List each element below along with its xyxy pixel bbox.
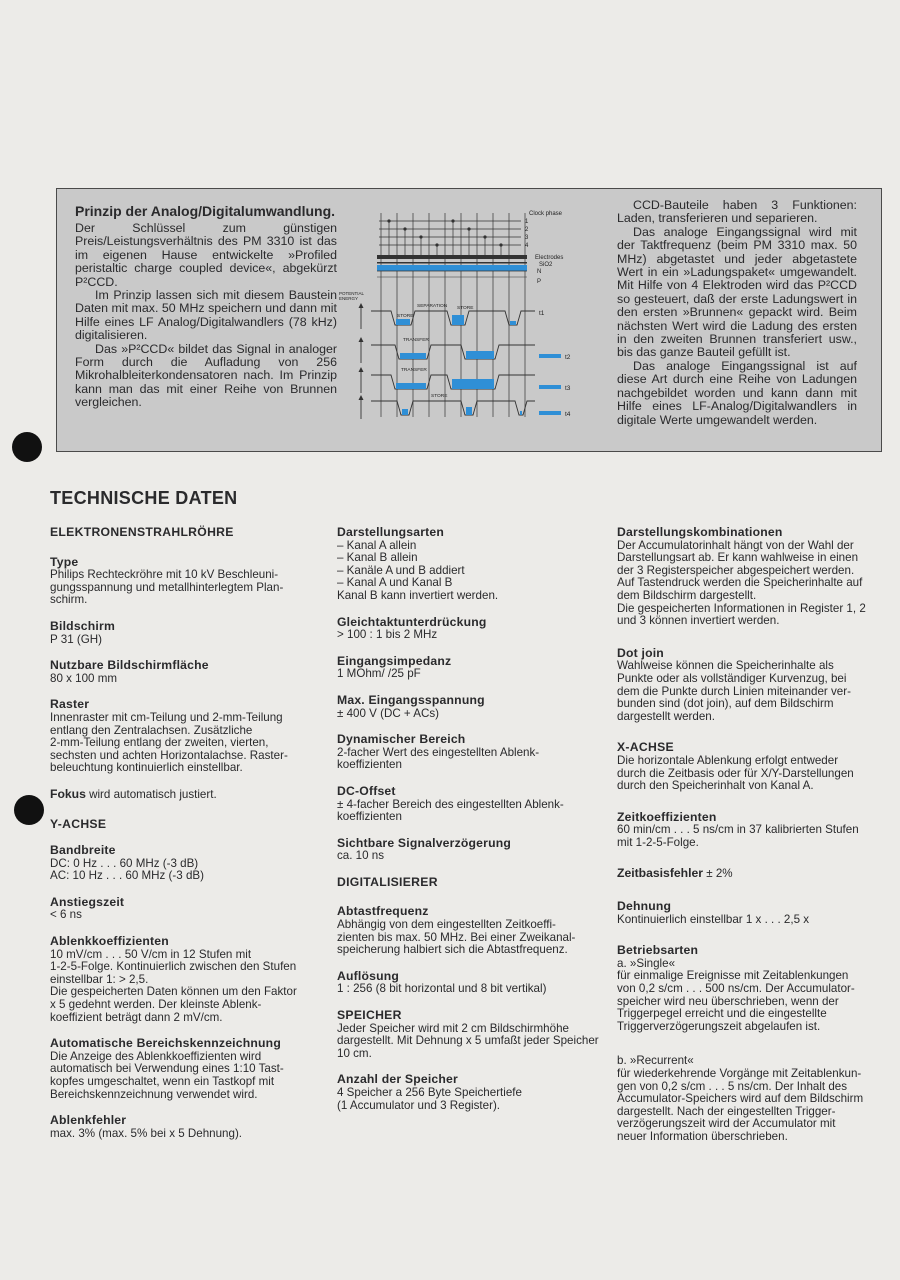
spec-column-2 xyxy=(337,526,609,1125)
spec-text: sechsten und achten Horizontalachse. Raster- xyxy=(50,748,288,762)
phase-number: 3 xyxy=(525,235,529,241)
spec-text: speicherung halbiert sich die Abtastfrequenz. xyxy=(337,943,568,957)
infobox-title: Prinzip der Analog/Digitalumwandlung. xyxy=(75,203,336,219)
spec-text: Kanal B kann invertiert werden. xyxy=(337,588,499,602)
spec-text: Bereichskennzeichnung verwendet wird. xyxy=(50,1087,258,1101)
phase-number: 4 xyxy=(525,243,529,249)
principle-infobox xyxy=(56,188,882,452)
spec-text: 60 min/cm . . . 5 ns/cm in 37 kalibrierten Stufen xyxy=(617,823,859,837)
spec-heading: Bandbreite xyxy=(50,843,116,858)
section-heading: X-ACHSE xyxy=(617,740,674,755)
store-label: STORE xyxy=(431,394,448,399)
p-label: P xyxy=(537,279,542,285)
infobox-paragraph: Im Prinzip lassen sich mit diesem Baustein Daten mit max. 50 MHz speichern und dann mit Hilfe eines LF Analog/Digitalwandlers (78 kHz) digitalisieren. xyxy=(75,288,337,343)
spec-text: entlang den Zentralachsen. Zusätzliche xyxy=(50,723,253,737)
spec-heading: Type xyxy=(50,554,79,569)
spec-text: und 3 können invertiert werden. xyxy=(617,614,780,628)
spec-text: dem die Punkte durch Linien miteinander ver- xyxy=(617,684,851,698)
spec-heading: Raster xyxy=(50,697,90,712)
spec-heading: Sichtbare Signalverzögerung xyxy=(337,835,512,850)
spec-heading: Anzahl der Speicher xyxy=(337,1072,458,1087)
spec-text: DC: 0 Hz . . . 60 MHz (-3 dB) xyxy=(50,856,199,870)
spec-text: dem Bildschirm dargestellt. xyxy=(617,588,757,602)
energy-label: ENERGY xyxy=(339,296,359,301)
spec-text: x 5 gedehnt werden. Der kleinste Ablenk- xyxy=(50,998,262,1012)
t1-label: t1 xyxy=(539,310,545,317)
spec-text: 2-mm-Teilung entlang der zweiten, vierten, xyxy=(50,736,269,750)
spec-heading: Dot join xyxy=(617,645,664,660)
spec-text: von 0,2 s/cm . . . 500 ns/cm. Der Accumulator- xyxy=(617,982,855,996)
sio2-label: SiO2 xyxy=(539,262,553,268)
spec-heading: Anstiegszeit xyxy=(50,894,125,909)
spec-text: dargestellt. Mit Dehnung x 5 umfaßt jeder Speicher xyxy=(337,1034,599,1048)
transfer-label: TRANSFER xyxy=(403,338,429,343)
spec-text: Punkte oder als vollständiger Kurvenzug, bei xyxy=(617,671,847,685)
spec-text: automatisch bei Verwendung eines 1:10 Tast- xyxy=(50,1062,284,1076)
spec-text: bunden sind (dot join), auf dem Bildschirm xyxy=(617,697,834,711)
infobox-paragraph: Das analoge Eingangssignal ist auf diese Art durch eine Reihe von Ladungen nachgebildet worden und kann dann mit Hilfe eines LF-Analog/Digitalwandlers in digitale Werte umgewandelt werden. xyxy=(617,358,857,427)
spec-heading: Abtastfrequenz xyxy=(337,904,429,919)
t4-label: t4 xyxy=(565,411,571,418)
spec-text: beleuchtung kontinuierlich einstellbar. xyxy=(50,761,243,775)
section-heading: DIGITALISIERER xyxy=(337,874,438,889)
infobox-paragraph: Das analoge Eingangssignal wird mit der Taktfrequenz (beim PM 3310 max. 50 MHz) abgetastet und jeder abgetastete Wert in ein »Ladungspaket« umgewandelt. Mit Hilfe von 4 Elektroden wird das P²CCD so gesteuert, daß der erste Ladungswert in den ersten »Brunnen« gepackt wird. Beim nächsten Wert wird die Ladung des ersten in den zweiten Brunnen transferiert usw., bis das ganze Bauteil gefüllt ist. xyxy=(617,224,857,360)
spec-heading: Auflösung xyxy=(337,968,400,983)
potential-label: POTENTIAL xyxy=(339,291,365,296)
store-label: STORE xyxy=(397,314,414,319)
clock-phase-label: Clock phase xyxy=(529,211,563,217)
spec-heading: Bildschirm xyxy=(50,618,115,633)
spec-text: Die Anzeige des Ablenkkoeffizienten wird xyxy=(50,1049,262,1063)
spec-text: wird automatisch justiert. xyxy=(85,787,217,801)
spec-text: der 3 Registerspeicher abgespeichert werden. xyxy=(617,563,855,577)
spec-text: Abhängig von dem eingestellten Zeitkoeffi- xyxy=(337,918,556,932)
spec-text: einstellbar 1: > 2,5. xyxy=(50,972,149,986)
spec-text: > 100 : 1 bis 2 MHz xyxy=(337,628,438,642)
spec-text: 1-2-5-Folge. Kontinuierlich zwischen den Stufen xyxy=(50,960,297,974)
store-label: STORE xyxy=(457,306,474,311)
spec-text: für einmalige Ereignisse mit Zeitablenkungen xyxy=(617,969,849,983)
spec-heading: Dehnung xyxy=(617,899,672,914)
spec-text: koeffizienten xyxy=(337,758,402,772)
spec-text: durch die Zeitbasis oder für X/Y-Darstellungen xyxy=(617,766,854,780)
spec-text: kopfes umgeschaltet, wenn ein Tastkopf mit xyxy=(50,1075,275,1088)
spec-text: dargestellt werden. xyxy=(617,709,715,723)
spec-text: 10 mV/cm . . . 50 V/cm in 12 Stufen mit xyxy=(50,947,252,961)
spec-text: – Kanal A allein xyxy=(337,538,417,552)
spec-heading: DC-Offset xyxy=(337,783,396,798)
spec-text: – Kanal A und Kanal B xyxy=(337,576,453,590)
spec-text: Der Accumulatorinhalt hängt von der Wahl der xyxy=(617,538,854,552)
spec-text: zienten bis max. 50 MHz. Bei einer Zweikanal- xyxy=(337,930,576,944)
transfer-label: TRANSFER xyxy=(401,368,427,373)
spec-text: 4 Speicher a 256 Byte Speichertiefe xyxy=(337,1086,522,1099)
section-heading: ELEKTRONENSTRAHLRÖHRE xyxy=(50,525,234,539)
section-heading: SPEICHER xyxy=(337,1008,402,1023)
spec-text: 2-facher Wert des eingestellten Ablenk- xyxy=(337,745,540,759)
punch-hole-top xyxy=(12,432,42,462)
spec-text: 1 : 256 (8 bit horizontal und 8 bit vertikal) xyxy=(337,982,547,996)
spec-text: durch den Speicherinhalt von Kanal A. xyxy=(617,779,814,793)
spec-text: gen von 0,2 s/cm . . . 5 ns/cm. Der Inhalt des xyxy=(617,1079,848,1093)
spec-heading: Dynamischer Bereich xyxy=(337,732,466,747)
spec-text: 1 MOhm/ /25 pF xyxy=(337,667,421,681)
spec-text: < 6 ns xyxy=(50,908,82,922)
spec-text: Die gespeicherten Daten können um den Faktor xyxy=(50,985,297,999)
phase-number: 1 xyxy=(525,219,529,225)
spec-heading: Zeitbasisfehler xyxy=(617,866,704,881)
spec-text: Philips Rechteckröhre mit 10 kV Beschleuni- xyxy=(50,568,279,582)
spec-text: P 31 (GH) xyxy=(50,632,102,646)
infobox-right-text xyxy=(617,199,857,427)
spec-text: Accumulator-Speichers wird auf dem Bildschirm xyxy=(617,1092,864,1106)
spec-text: Triggerpegel erreicht und die eingestellte xyxy=(617,1007,827,1021)
spec-text: Wahlweise können die Speicherinhalte als xyxy=(617,659,834,673)
infobox-paragraph: CCD-Bauteile haben 3 Funktionen: Laden, transferieren und separieren. xyxy=(617,198,857,226)
spec-text: speicher wird neu überschrieben, wenn der xyxy=(617,994,839,1008)
infobox-left-text xyxy=(75,203,337,410)
spec-text: Auf Tastendruck werden die Speicherinhalte auf xyxy=(617,576,863,590)
spec-text: gungsspannung und metallhinterlegtem Plan- xyxy=(50,580,284,594)
section-heading: Y-ACHSE xyxy=(50,816,107,831)
spec-heading: Ablenkfehler xyxy=(50,1113,127,1128)
spec-text: mit 1-2-5-Folge. xyxy=(617,835,699,849)
spec-text: (1 Accumulator und 3 Register). xyxy=(337,1098,501,1112)
spec-text: neuer Information überschrieben. xyxy=(617,1129,788,1143)
n-label: N xyxy=(537,269,542,275)
spec-text: koeffizienten xyxy=(337,810,402,824)
spec-text: Die gespeicherten Informationen in Register 1, 2 xyxy=(617,601,866,615)
spec-column-1 xyxy=(50,526,322,1153)
spec-column-3 xyxy=(617,526,887,1157)
spec-text: koeffizient beträgt dann 2 mV/cm. xyxy=(50,1010,223,1024)
spec-text: Innenraster mit cm-Teilung und 2-mm-Teilung xyxy=(50,710,283,724)
t2-label: t2 xyxy=(565,354,571,361)
spec-text: 10 cm. xyxy=(337,1046,372,1060)
spec-text: Jeder Speicher wird mit 2 cm Bildschirmhöhe xyxy=(337,1021,569,1035)
separation-label: SEPARATION xyxy=(417,304,448,309)
spec-text: verzögerungszeit wird der Accumulator mit xyxy=(617,1117,836,1131)
spec-text: AC: 10 Hz . . . 60 MHz (-3 dB) xyxy=(50,869,204,883)
t3-label: t3 xyxy=(565,385,571,392)
spec-text: b. »Recurrent« xyxy=(617,1054,694,1068)
spec-heading: Nutzbare Bildschirmfläche xyxy=(50,658,209,673)
phase-number: 2 xyxy=(525,227,529,233)
punch-hole-bottom xyxy=(14,795,44,825)
spec-heading: Darstellungsarten xyxy=(337,525,445,539)
spec-text: 80 x 100 mm xyxy=(50,671,118,685)
spec-heading: Max. Eingangsspannung xyxy=(337,692,485,707)
spec-text: für wiederkehrende Vorgänge mit Zeitablenkun- xyxy=(617,1067,862,1080)
infobox-paragraph: Der Schlüssel zum günstigen Preis/Leistungsverhältnis des PM 3310 ist das im eigenen Hause entwickelte »Profiled peristaltic charge coupled device«, abgekürzt P²CCD. xyxy=(75,221,337,289)
spec-text: – Kanäle A und B addiert xyxy=(337,563,465,577)
spec-heading: Gleichtaktunterdrückung xyxy=(337,614,487,629)
spec-text: Kontinuierlich einstellbar 1 x . . . 2,5 x xyxy=(617,912,810,926)
spec-heading: Betriebsarten xyxy=(617,943,699,958)
spec-heading: Darstellungskombinationen xyxy=(617,525,783,539)
spec-text: Die horizontale Ablenkung erfolgt entweder xyxy=(617,753,839,767)
spec-text: max. 3% (max. 5% bei x 5 Dehnung). xyxy=(50,1126,243,1140)
ccd-diagram xyxy=(339,207,611,429)
spec-text: ± 2% xyxy=(703,867,733,881)
spec-heading: Eingangsimpedanz xyxy=(337,653,452,668)
spec-heading: Ablenkkoeffizienten xyxy=(50,934,169,949)
page-title: TECHNISCHE DATEN xyxy=(50,488,238,508)
spec-text: – Kanal B allein xyxy=(337,551,418,565)
spec-heading: Fokus xyxy=(50,786,86,801)
spec-text: Triggerverzögerungszeit abgelaufen ist. xyxy=(617,1019,821,1033)
spec-text: ca. 10 ns xyxy=(337,849,385,863)
spec-text: schirm. xyxy=(50,593,88,607)
electrodes-label: Electrodes xyxy=(535,255,564,261)
infobox-paragraph: Das »P²CCD« bildet das Signal in analoger Form durch die Aufladung von 256 Mikrohalbleiterkondensatoren nach. Im Prinzip kann man das mit einer Reihe von Brunnen vergleichen. xyxy=(75,341,337,410)
spec-heading: Automatische Bereichskennzeichnung xyxy=(50,1036,281,1051)
spec-text: ± 4-facher Bereich des eingestellten Ablenk- xyxy=(337,797,564,811)
spec-text: Darstellungsart ab. Er kann wahlweise in einen xyxy=(617,551,859,565)
spec-text: a. »Single« xyxy=(617,956,676,970)
spec-text: dargestellt. Nach der eingestellten Trigger- xyxy=(617,1104,836,1118)
spec-text: ± 400 V (DC + ACs) xyxy=(337,706,440,720)
spec-heading: Zeitkoeffizienten xyxy=(617,809,717,824)
